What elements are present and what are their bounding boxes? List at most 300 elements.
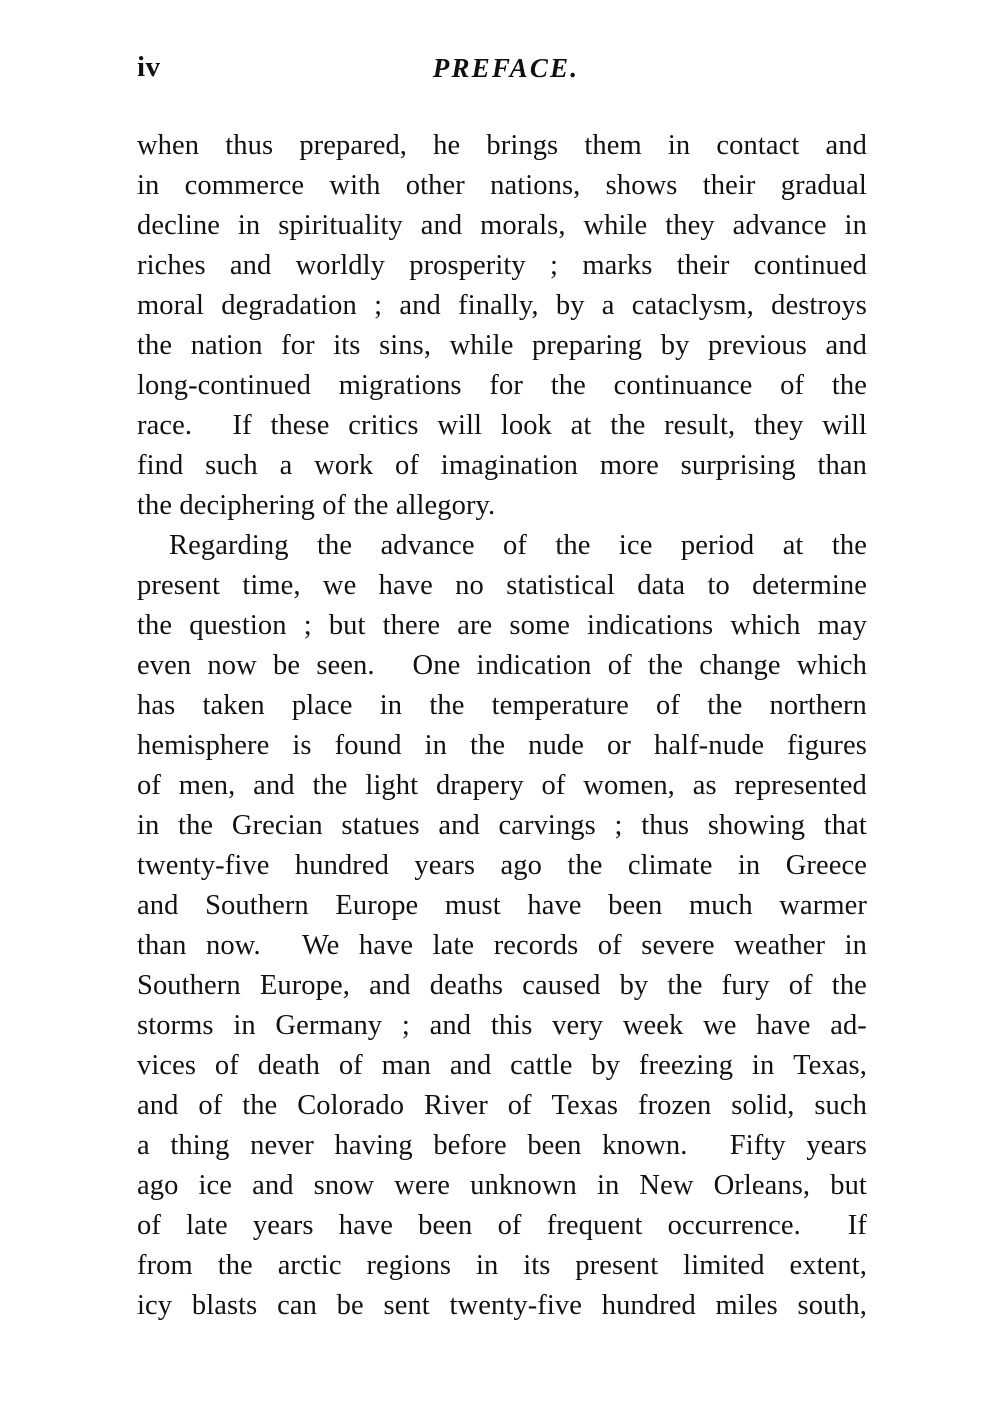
text-line (137, 1286, 867, 1326)
word: we (703, 1010, 737, 1041)
word: than (137, 930, 187, 961)
word: northern (769, 690, 867, 721)
word: prosperity (409, 250, 526, 281)
paragraph (137, 526, 867, 1326)
word: their (676, 250, 730, 281)
word: solid, (731, 1090, 795, 1121)
word: have (378, 570, 433, 601)
word: frequent (546, 1210, 643, 1241)
word: and (825, 330, 867, 361)
word: years (414, 850, 476, 881)
word: regions (366, 1250, 452, 1281)
word: question (189, 610, 287, 641)
word: of (503, 530, 527, 561)
word: icy (137, 1290, 173, 1321)
word: more (599, 450, 659, 481)
text-line (137, 966, 867, 1006)
word: present (137, 570, 220, 601)
word: have (338, 1210, 393, 1241)
text-line (137, 1166, 867, 1206)
word: twenty-five (137, 850, 270, 881)
word: and (252, 1170, 294, 1201)
word: Europe, (259, 970, 350, 1001)
text-line (137, 1046, 867, 1086)
word: records (493, 930, 579, 961)
word: nude (528, 730, 584, 761)
word: sins, (379, 330, 432, 361)
word: race. (137, 410, 214, 441)
word: Southern (137, 970, 241, 1001)
word: gradual (780, 170, 867, 201)
word: them (584, 130, 642, 161)
word: thus (641, 810, 690, 841)
word: when (137, 130, 200, 161)
word: look (500, 410, 552, 441)
word: If (847, 1210, 867, 1241)
word: and (229, 250, 272, 281)
word: imagination (440, 450, 579, 481)
word: decline (137, 210, 220, 241)
text-line (137, 326, 867, 366)
word: they (665, 210, 715, 241)
word: ; (303, 610, 312, 641)
word: in (844, 210, 867, 241)
word: by (555, 290, 585, 321)
word: in (379, 690, 403, 721)
word: at (570, 410, 592, 441)
word: severe (641, 930, 715, 961)
word: the (550, 370, 586, 401)
word: that (823, 810, 867, 841)
text-line (137, 406, 867, 446)
text-line (137, 1006, 867, 1046)
word: but (830, 1170, 867, 1201)
word: and (137, 890, 179, 921)
page-number: iv (137, 51, 161, 83)
word: to (707, 570, 730, 601)
word: there (382, 610, 441, 641)
word: represented (734, 770, 867, 801)
word: of (137, 1210, 161, 1241)
word: were (394, 1170, 451, 1201)
word: and (253, 770, 295, 801)
word: been (608, 890, 663, 921)
word: deaths (429, 970, 504, 1001)
word: arctic (277, 1250, 342, 1281)
word: commerce (184, 170, 305, 201)
word: place (291, 690, 353, 721)
word: caused (522, 970, 601, 1001)
word: the (831, 970, 867, 1001)
word: weather (734, 930, 826, 961)
word: If (232, 410, 252, 441)
word: Greece (785, 850, 867, 881)
word: such (205, 450, 258, 481)
word: Texas (551, 1090, 619, 1121)
paragraph (137, 126, 867, 526)
word: sent (383, 1290, 430, 1321)
text-line (137, 286, 867, 326)
word: no (455, 570, 484, 601)
word: temperature (491, 690, 629, 721)
text-line (137, 926, 867, 966)
word: of (780, 370, 805, 401)
word: the (137, 330, 173, 361)
word: storms (137, 1010, 214, 1041)
text-line (137, 726, 867, 766)
word: indication (476, 650, 592, 681)
word: a (137, 1130, 150, 1161)
word: change (699, 650, 781, 681)
word: occurrence. (667, 1210, 823, 1241)
word: can (277, 1290, 317, 1321)
word: carvings (498, 810, 596, 841)
word: death (257, 1050, 320, 1081)
word: will (437, 410, 483, 441)
word: years (806, 1130, 867, 1161)
word: in (137, 170, 160, 201)
word: and (449, 1050, 492, 1081)
word: and (429, 1010, 472, 1041)
word: Europe (335, 890, 419, 921)
word: will (822, 410, 867, 441)
word: from (137, 1250, 193, 1281)
word: he (433, 130, 461, 161)
word: very (552, 1010, 604, 1041)
body-text-block (137, 126, 867, 1326)
word: have (756, 1010, 811, 1041)
word: light (365, 770, 419, 801)
word: One (412, 650, 461, 681)
word: years (252, 1210, 314, 1241)
word: find (137, 450, 184, 481)
word: brings (486, 130, 559, 161)
word: have (358, 930, 414, 961)
word: late (432, 930, 475, 961)
text-line (137, 1086, 867, 1126)
word: shows (605, 170, 678, 201)
word: its (333, 330, 361, 361)
word: some (509, 610, 570, 641)
word: frozen (637, 1090, 712, 1121)
word: are (457, 610, 493, 641)
word: morals, (480, 210, 566, 241)
word: result, (664, 410, 736, 441)
text-line (137, 446, 867, 486)
word: ago (500, 850, 542, 881)
word: of (597, 930, 622, 961)
word: now. (205, 930, 283, 961)
word: New (639, 1170, 694, 1201)
word: blasts (191, 1290, 258, 1321)
word: in (137, 810, 160, 841)
word: ; (374, 290, 383, 321)
word: thus (225, 130, 274, 161)
word: they (753, 410, 804, 441)
text-line (137, 566, 867, 606)
word: in (233, 1010, 256, 1041)
text-line (137, 246, 867, 286)
text-line (137, 686, 867, 726)
word: as (692, 770, 717, 801)
word: figures (787, 730, 867, 761)
word: twenty-five (449, 1290, 582, 1321)
word: prepared, (299, 130, 408, 161)
word: in (424, 730, 448, 761)
word: which (796, 650, 867, 681)
word: and (420, 210, 463, 241)
word: of (607, 650, 632, 681)
text-line (137, 766, 867, 806)
word: and (438, 810, 480, 841)
word: present (575, 1250, 659, 1281)
word: finally, (458, 290, 539, 321)
word: the (312, 770, 348, 801)
word: than (817, 450, 867, 481)
word: be (273, 650, 301, 681)
word: women, (583, 770, 675, 801)
word: marks (582, 250, 653, 281)
word: period (680, 530, 755, 561)
word: been (418, 1210, 473, 1241)
word: but (328, 610, 366, 641)
word: of (507, 1090, 532, 1121)
word: extent, (789, 1250, 867, 1281)
text-line (137, 606, 867, 646)
word: the (831, 530, 867, 561)
word: south, (797, 1290, 867, 1321)
word: by (591, 1050, 621, 1081)
text-line (137, 126, 867, 166)
word: of (395, 450, 419, 481)
text-line (137, 526, 867, 566)
word: other (405, 170, 465, 201)
word: before (433, 1130, 507, 1161)
word: advance (380, 530, 475, 561)
word: while (449, 330, 514, 361)
word: climate (627, 850, 713, 881)
word: indications (587, 610, 714, 641)
word: never (250, 1130, 314, 1161)
word: the (667, 970, 703, 1001)
word: the (178, 810, 214, 841)
word: the (707, 690, 743, 721)
word: this (490, 1010, 533, 1041)
word: snow (313, 1170, 375, 1201)
word: showing (707, 810, 806, 841)
text-line (137, 206, 867, 246)
word: much (688, 890, 753, 921)
word: in (237, 210, 261, 241)
word: for (489, 370, 523, 401)
word: in (737, 850, 761, 881)
text-line (137, 806, 867, 846)
word: the (242, 1090, 278, 1121)
word: of (198, 1090, 223, 1121)
word: Grecian (231, 810, 323, 841)
word: we (322, 570, 357, 601)
word: must (444, 890, 501, 921)
text-line (137, 886, 867, 926)
word: now (207, 650, 257, 681)
word: having (334, 1130, 413, 1161)
word: of (788, 970, 813, 1001)
word: at (782, 530, 804, 561)
word: hundred (601, 1290, 696, 1321)
word: ; (401, 1010, 410, 1041)
word: of (541, 770, 566, 801)
word: the (470, 730, 506, 761)
word: vices (137, 1050, 197, 1081)
word: cattle (510, 1050, 573, 1081)
word: the (317, 530, 353, 561)
word: statues (341, 810, 420, 841)
word: determine (752, 570, 867, 601)
running-head (137, 50, 865, 92)
word: drapery (435, 770, 524, 801)
word: these (270, 410, 330, 441)
text-line (137, 1246, 867, 1286)
word: hemisphere (137, 730, 270, 761)
word: work (314, 450, 374, 481)
word: a (601, 290, 615, 321)
word: miles (715, 1290, 778, 1321)
word: the (610, 410, 646, 441)
word: ad- (830, 1010, 867, 1041)
word: moral (137, 290, 204, 321)
word: migrations (338, 370, 462, 401)
word: cataclysm, (631, 290, 754, 321)
word: spirituality (278, 210, 403, 241)
word: of (137, 770, 161, 801)
text-line (137, 366, 867, 406)
word: of (656, 690, 680, 721)
word: Colorado (297, 1090, 405, 1121)
word: of (497, 1210, 522, 1241)
word: in (475, 1250, 499, 1281)
word: even (137, 650, 192, 681)
word: late (186, 1210, 228, 1241)
word: Texas, (793, 1050, 867, 1081)
word: its (523, 1250, 551, 1281)
word: ice (198, 1170, 233, 1201)
word: Germany (275, 1010, 383, 1041)
word: of (338, 1050, 363, 1081)
word: ago (137, 1170, 179, 1201)
word: thing (170, 1130, 230, 1161)
word: riches (137, 250, 206, 281)
word: River (423, 1090, 488, 1121)
word: the (429, 690, 465, 721)
word: advance (732, 210, 827, 241)
word: contact (716, 130, 800, 161)
word: man (381, 1050, 431, 1081)
word: data (637, 570, 686, 601)
word: previous (708, 330, 807, 361)
word: found (334, 730, 402, 761)
word: We (301, 930, 340, 961)
word: ; (550, 250, 559, 281)
word: in (751, 1050, 775, 1081)
word: been (527, 1130, 582, 1161)
running-head-title: PREFACE. (432, 53, 580, 83)
word: degradation (221, 290, 357, 321)
word: Regarding (169, 530, 289, 561)
word: may (817, 610, 867, 641)
text-line (137, 1206, 867, 1246)
word: destroys (771, 290, 867, 321)
word: seen. (316, 650, 397, 681)
word: long-continued (137, 370, 311, 401)
word: preparing (532, 330, 643, 361)
text-line (137, 646, 867, 686)
word: by (660, 330, 690, 361)
word: and (399, 290, 441, 321)
word: Fifty (729, 1130, 786, 1161)
word: nations, (490, 170, 581, 201)
word: the (647, 650, 684, 681)
word: in (667, 130, 691, 161)
word: or (607, 730, 631, 761)
word: surprising (680, 450, 796, 481)
text-line (137, 1126, 867, 1166)
word: warmer (779, 890, 867, 921)
word: the (137, 610, 173, 641)
word: their (702, 170, 756, 201)
word: the (555, 530, 591, 561)
word: and (369, 970, 411, 1001)
word: and (137, 1090, 179, 1121)
word: in (844, 930, 867, 961)
word: freezing (638, 1050, 734, 1081)
word: the (831, 370, 867, 401)
word: the (567, 850, 603, 881)
word: known. (602, 1130, 710, 1161)
word: which (730, 610, 801, 641)
word: Southern (205, 890, 309, 921)
word: the (217, 1250, 253, 1281)
word: be (336, 1290, 364, 1321)
word: continued (753, 250, 867, 281)
word: for (281, 330, 315, 361)
text-line (137, 846, 867, 886)
word: worldly (295, 250, 385, 281)
word: is (292, 730, 312, 761)
word: and (825, 130, 867, 161)
word: limited (683, 1250, 765, 1281)
word: critics (348, 410, 419, 441)
word: such (814, 1090, 867, 1121)
word: ice (618, 530, 653, 561)
word: have (527, 890, 582, 921)
word: half-nude (653, 730, 765, 761)
word: ; (614, 810, 623, 841)
word: with (329, 170, 381, 201)
word: hundred (294, 850, 389, 881)
word: in (596, 1170, 620, 1201)
word: nation (190, 330, 263, 361)
word: of (214, 1050, 239, 1081)
word: by (619, 970, 649, 1001)
word: Orleans, (713, 1170, 811, 1201)
word: week (622, 1010, 684, 1041)
word: continuance (613, 370, 753, 401)
word: time, (242, 570, 301, 601)
word: unknown (470, 1170, 577, 1201)
word: men, (178, 770, 236, 801)
text-line: the deciphering of the allegory. (137, 490, 496, 521)
word: statistical (506, 570, 615, 601)
